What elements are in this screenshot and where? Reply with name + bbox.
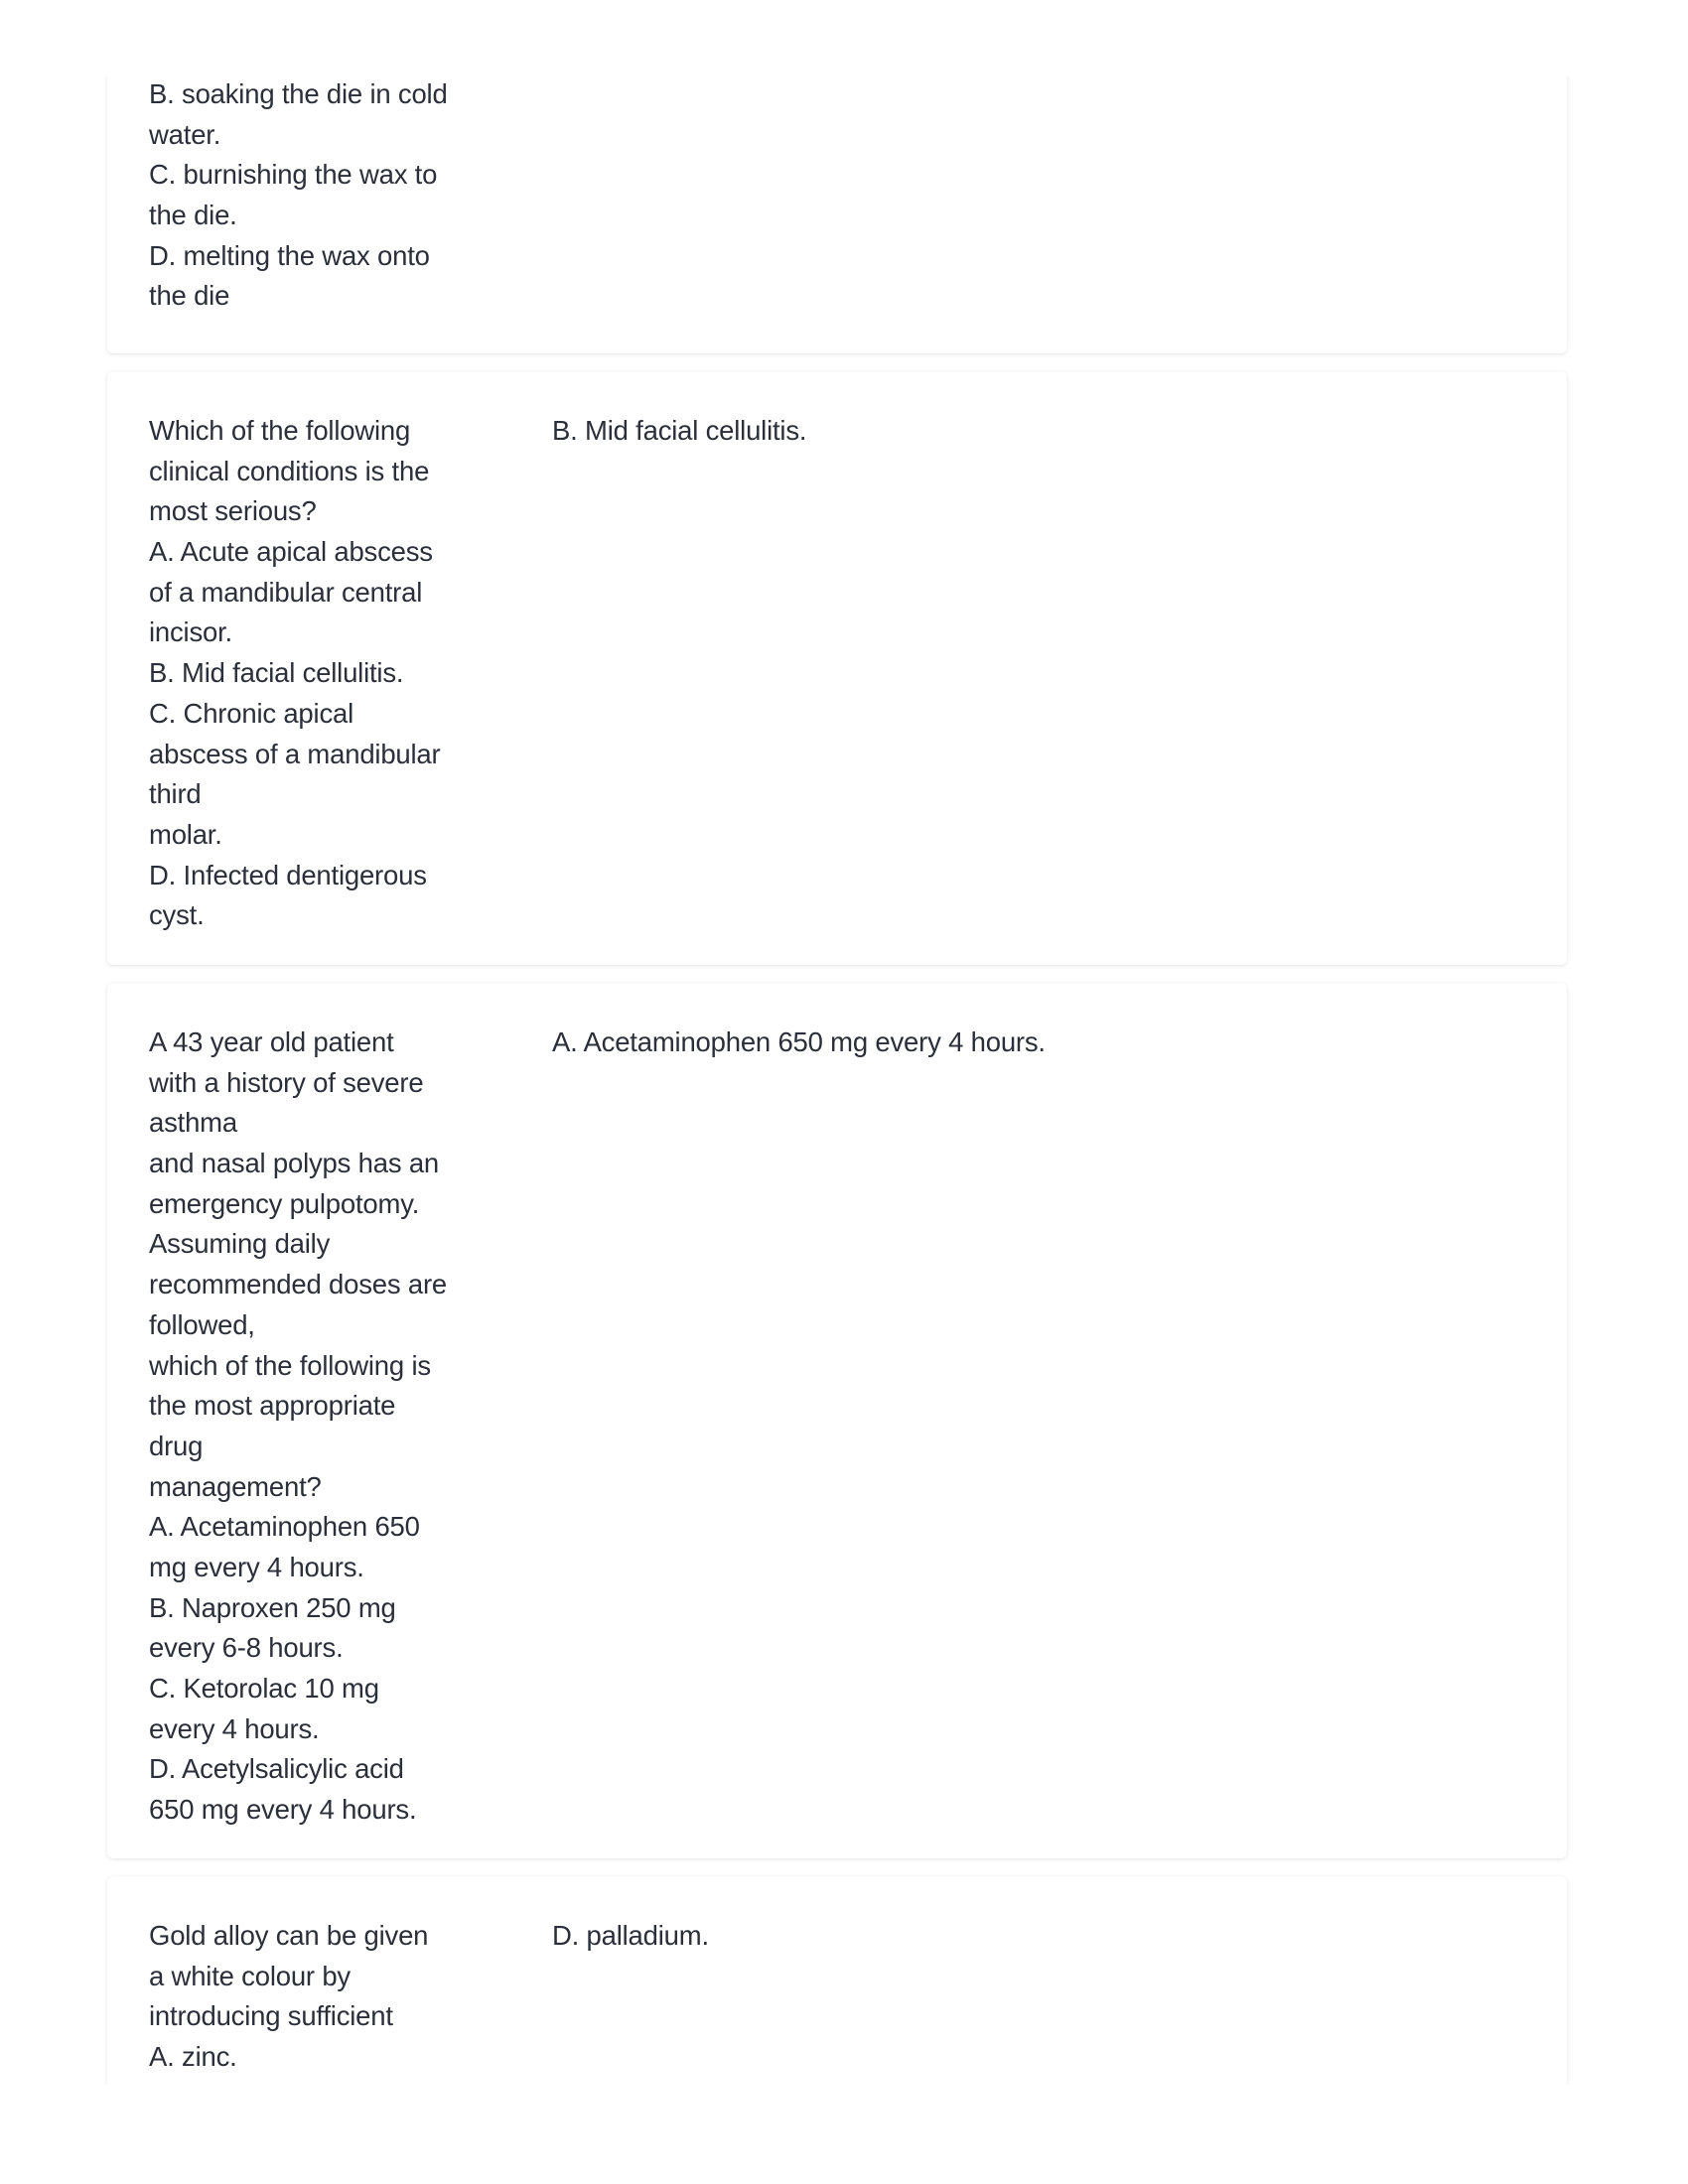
question-line: incisor.	[149, 616, 232, 648]
flashcard	[107, 371, 1567, 965]
question-line: the die.	[149, 200, 237, 231]
question-line: A. Acute apical abscess	[149, 536, 433, 568]
question-line: every 6-8 hours.	[149, 1632, 344, 1664]
answer-text: B. Mid facial cellulitis.	[552, 415, 807, 446]
question-line: every 4 hours.	[149, 1712, 320, 1744]
question-line: which of the following is	[149, 1349, 431, 1381]
answer-text: D. palladium.	[552, 1920, 709, 1951]
question-line: management?	[149, 1470, 322, 1502]
question-line: C. burnishing the wax to	[149, 159, 438, 191]
question-line: A. zinc.	[149, 2041, 237, 2073]
question-line: B. Mid facial cellulitis.	[149, 657, 404, 689]
question-line: A. Acetaminophen 650	[149, 1511, 420, 1543]
question-text	[149, 411, 477, 936]
question-line: the die	[149, 280, 230, 312]
question-line: D. melting the wax onto	[149, 239, 430, 271]
question-line: with a history of severe	[149, 1066, 424, 1098]
question-line: cyst.	[149, 899, 205, 931]
question-line: asthma	[149, 1107, 237, 1139]
question-text	[149, 76, 477, 317]
question-line: D. Acetylsalicylic acid	[149, 1753, 404, 1785]
question-line: A 43 year old patient	[149, 1026, 394, 1057]
question-line: the most appropriate	[149, 1390, 396, 1422]
question-line: and nasal polyps has an	[149, 1148, 440, 1179]
question-line: abscess of a mandibular	[149, 738, 441, 769]
question-line: recommended doses are	[149, 1269, 447, 1300]
question-line: B. Naproxen 250 mg	[149, 1591, 396, 1623]
question-line: molar.	[149, 818, 222, 850]
question-line: third	[149, 778, 202, 810]
question-line: introducing sufficient	[149, 2000, 393, 2032]
question-line: Assuming daily	[149, 1228, 331, 1260]
question-line: emergency pulpotomy.	[149, 1187, 420, 1219]
flashcard	[107, 76, 1567, 353]
question-line: clinical conditions is the	[149, 455, 430, 486]
question-line: B. soaking the die in cold	[149, 78, 448, 109]
answer-text	[552, 76, 1446, 115]
question-line: a white colour by	[149, 1960, 351, 1991]
question-text	[149, 1916, 477, 2078]
question-text	[149, 1023, 477, 1831]
question-line: C. Ketorolac 10 mg	[149, 1673, 379, 1704]
question-line: most serious?	[149, 495, 317, 527]
question-line: followed,	[149, 1308, 255, 1340]
flashcard-list	[0, 76, 1688, 2085]
question-line: 650 mg every 4 hours.	[149, 1794, 417, 1826]
question-line: C. Chronic apical	[149, 697, 353, 729]
answer-text: A. Acetaminophen 650 mg every 4 hours.	[552, 1026, 1046, 1057]
question-line: D. Infected dentigerous	[149, 859, 427, 890]
flashcard	[107, 983, 1567, 1858]
question-line: mg every 4 hours.	[149, 1551, 364, 1582]
question-line: drug	[149, 1430, 204, 1461]
question-line: Which of the following	[149, 415, 411, 446]
question-line: of a mandibular central	[149, 576, 423, 608]
question-line: water.	[149, 118, 221, 150]
flashcard	[107, 1876, 1567, 2085]
question-line: Gold alloy can be given	[149, 1920, 429, 1951]
